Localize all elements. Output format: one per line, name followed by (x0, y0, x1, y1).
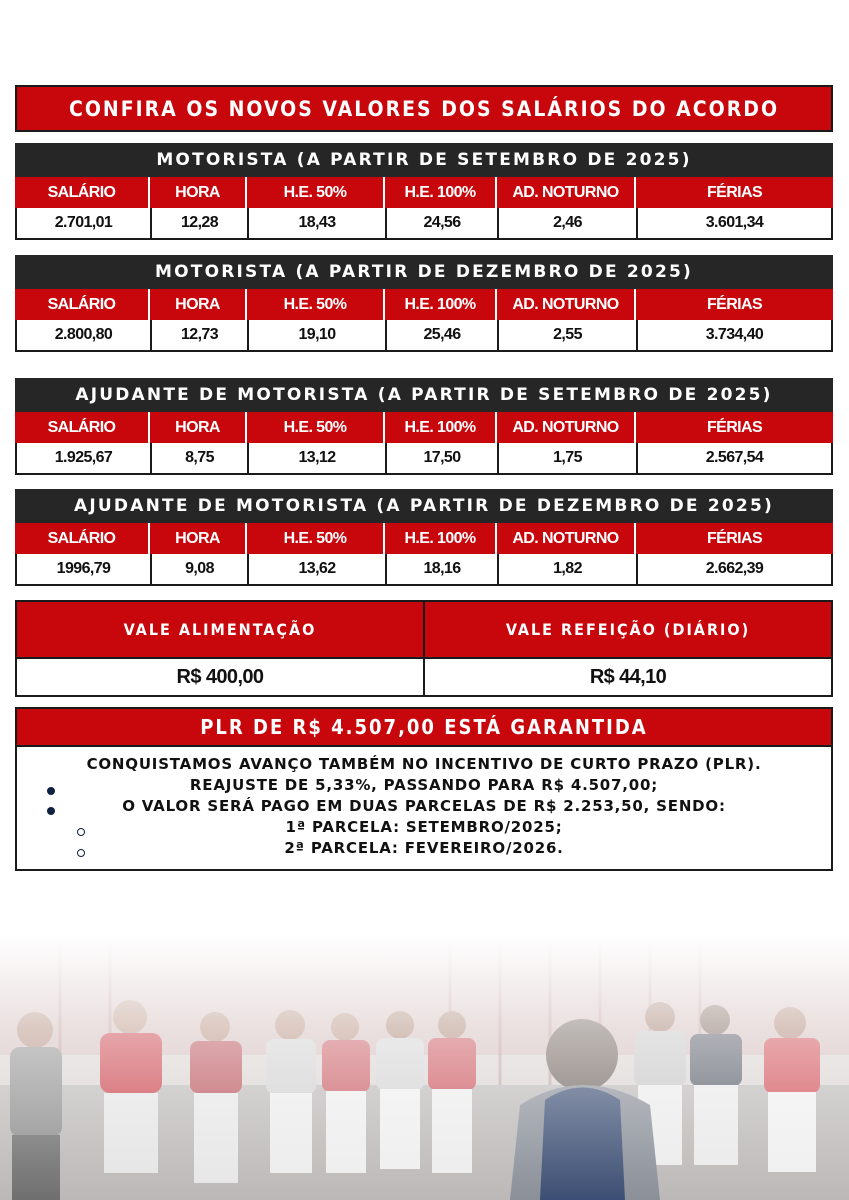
table-title: AJUDANTE DE MOTORISTA (A PARTIR DE DEZEMBRO DE 2025) (15, 489, 833, 523)
table-header-row (15, 412, 833, 443)
salary-table-motorista-setembro (15, 143, 833, 240)
workers-photo-illustration (0, 935, 849, 1200)
col-header-he50: H.E. 50% (247, 289, 385, 320)
cell-he50: 13,12 (249, 443, 387, 473)
vales-table (15, 600, 833, 697)
col-header-ad-noturno: AD. NOTURNO (497, 523, 636, 554)
vale-refeicao-label: VALE REFEIÇÃO (DIÁRIO) (425, 602, 831, 659)
col-header-he50: H.E. 50% (247, 412, 385, 443)
col-header-ad-noturno: AD. NOTURNO (497, 177, 636, 208)
plr-bullet: O VALOR SERÁ PAGO EM DUAS PARCELAS DE R$ 2.253,50, SENDO: (122, 797, 726, 815)
table-title: MOTORISTA (A PARTIR DE DEZEMBRO DE 2025) (15, 255, 833, 289)
col-header-he100: H.E. 100% (385, 289, 497, 320)
vale-refeicao-value: R$ 44,10 (589, 665, 667, 688)
headline: CONFIRA OS NOVOS VALORES DOS SALÁRIOS DO ACORDO (68, 96, 780, 121)
salary-table-ajudante-dezembro (15, 489, 833, 586)
col-header-salario: SALÁRIO (15, 177, 150, 208)
vale-alimentacao (17, 602, 423, 695)
cell-he100: 17,50 (387, 443, 499, 473)
col-header-hora: HORA (150, 289, 247, 320)
cell-ferias: 3.601,34 (638, 208, 831, 238)
col-header-salario: SALÁRIO (15, 523, 150, 554)
cell-salario: 1996,79 (17, 554, 152, 584)
cell-hora: 12,28 (152, 208, 249, 238)
cell-hora: 12,73 (152, 320, 249, 350)
col-header-ferias: FÉRIAS (636, 177, 833, 208)
table-row (15, 208, 833, 240)
salary-table-motorista-dezembro (15, 255, 833, 352)
cell-ferias: 2.662,39 (638, 554, 831, 584)
col-header-he100: H.E. 100% (385, 412, 497, 443)
cell-ad-noturno: 1,75 (499, 443, 638, 473)
cell-he100: 24,56 (387, 208, 499, 238)
workers-photo (0, 935, 849, 1200)
cell-hora: 8,75 (152, 443, 249, 473)
cell-hora: 9,08 (152, 554, 249, 584)
col-header-ferias: FÉRIAS (636, 412, 833, 443)
col-header-he50: H.E. 50% (247, 177, 385, 208)
salary-table-ajudante-setembro (15, 378, 833, 475)
table-title: MOTORISTA (A PARTIR DE SETEMBRO DE 2025) (15, 143, 833, 177)
col-header-hora: HORA (150, 412, 247, 443)
plr-sub-bullet: 1ª PARCELA: SETEMBRO/2025; (285, 818, 563, 836)
vale-alimentacao-value: R$ 400,00 (176, 665, 264, 688)
plr-intro: CONQUISTAMOS AVANÇO TAMBÉM NO INCENTIVO DE CURTO PRAZO (PLR). (86, 755, 762, 773)
cell-salario: 2.701,01 (17, 208, 152, 238)
cell-salario: 2.800,80 (17, 320, 152, 350)
col-header-he50: H.E. 50% (247, 523, 385, 554)
table-header-row (15, 523, 833, 554)
plr-banner (15, 707, 833, 747)
table-header-row (15, 289, 833, 320)
col-header-hora: HORA (150, 177, 247, 208)
col-header-he100: H.E. 100% (385, 177, 497, 208)
table-row (15, 554, 833, 586)
cell-ferias: 2.567,54 (638, 443, 831, 473)
col-header-ad-noturno: AD. NOTURNO (497, 412, 636, 443)
table-header-row (15, 177, 833, 208)
cell-he50: 13,62 (249, 554, 387, 584)
vale-refeicao (423, 602, 831, 695)
table-row (15, 443, 833, 475)
cell-ferias: 3.734,40 (638, 320, 831, 350)
cell-he50: 18,43 (249, 208, 387, 238)
plr-title: PLR DE R$ 4.507,00 ESTÁ GARANTIDA (200, 715, 648, 739)
cell-ad-noturno: 2,46 (499, 208, 638, 238)
col-header-hora: HORA (150, 523, 247, 554)
plr-bullet: REAJUSTE DE 5,33%, PASSANDO PARA R$ 4.507,00; (189, 776, 659, 794)
table-row (15, 320, 833, 352)
cell-salario: 1.925,67 (17, 443, 152, 473)
vale-alimentacao-label: VALE ALIMENTAÇÃO (17, 602, 423, 659)
cell-ad-noturno: 1,82 (499, 554, 638, 584)
cell-he50: 19,10 (249, 320, 387, 350)
col-header-he100: H.E. 100% (385, 523, 497, 554)
plr-sub-bullet: 2ª PARCELA: FEVEREIRO/2026. (284, 839, 564, 857)
cell-he100: 25,46 (387, 320, 499, 350)
cell-he100: 18,16 (387, 554, 499, 584)
col-header-salario: SALÁRIO (15, 289, 150, 320)
plr-details (15, 745, 833, 871)
table-title: AJUDANTE DE MOTORISTA (A PARTIR DE SETEMBRO DE 2025) (15, 378, 833, 412)
cell-ad-noturno: 2,55 (499, 320, 638, 350)
col-header-ad-noturno: AD. NOTURNO (497, 289, 636, 320)
col-header-ferias: FÉRIAS (636, 289, 833, 320)
headline-banner (15, 85, 833, 132)
col-header-salario: SALÁRIO (15, 412, 150, 443)
col-header-ferias: FÉRIAS (636, 523, 833, 554)
